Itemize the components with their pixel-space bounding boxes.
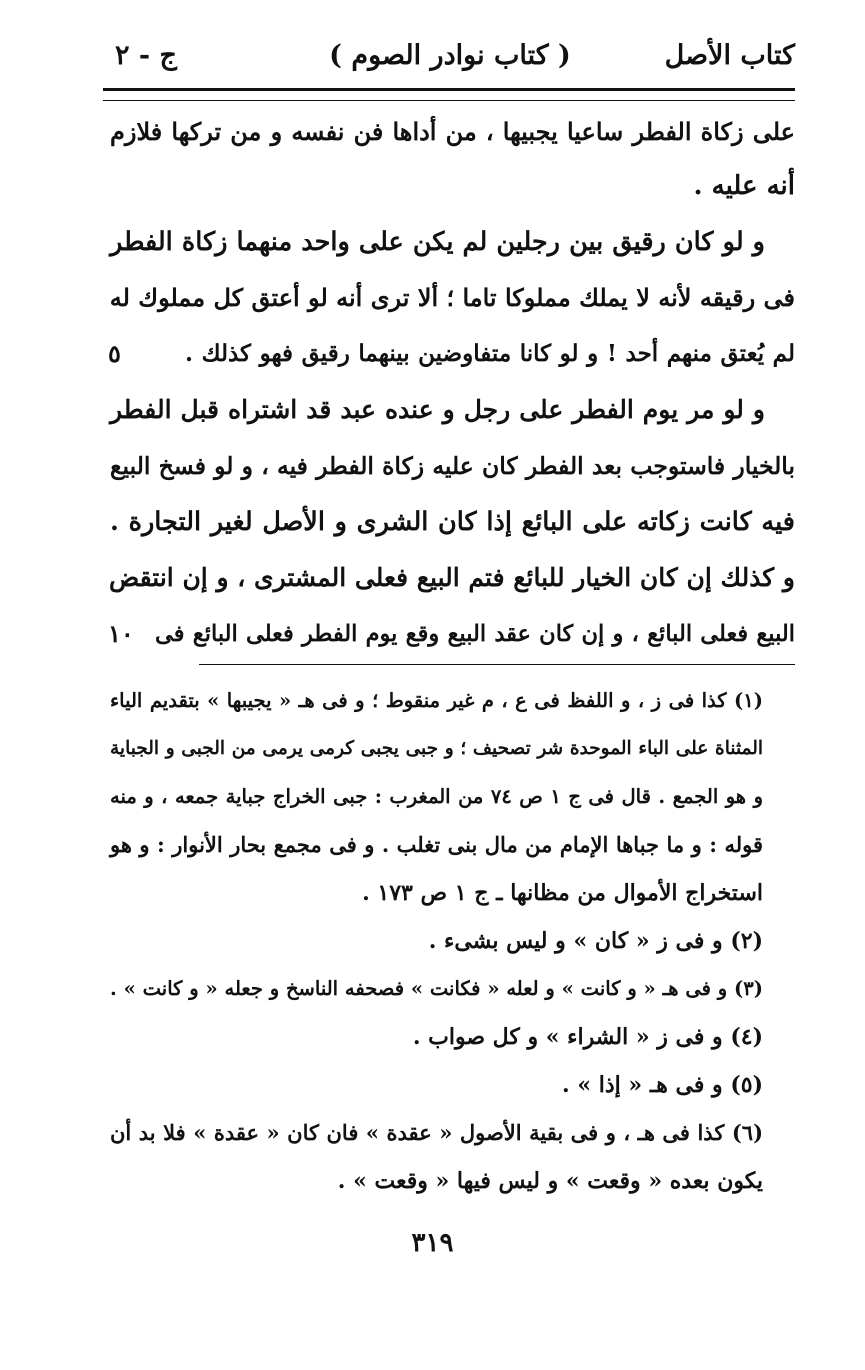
body-line: و لو مر يوم الفطر على رجل و عنده عبد قد اشتراه قبل الفطر	[110, 395, 765, 424]
footnote-line: (٥) و فى هـ « إذا » .	[562, 1072, 763, 1098]
footnote-line: استخراج الأموال من مظانها ـ ج ١ ص ١٧٣ .	[362, 880, 763, 906]
footnote-line: المثناة على الباء الموحدة شر تصحيف ؛ و جبى يجبى كرمى يرمى من الجبى و الجباية	[110, 738, 763, 759]
footnote-line: يكون بعده « وقعت » و ليس فيها « وقعت » .	[337, 1168, 763, 1194]
footnote-line: (٤) و فى ز « الشراء » و كل صواب .	[412, 1024, 763, 1050]
footnote-line: (٣) و فى هـ « و كانت » و لعله « فكانت » فصحفه الناسخ و جعله « و كانت » .	[110, 977, 763, 1000]
header-rule	[103, 88, 795, 101]
body-line: فى رقيقه لأنه لا يملك مملوكا تاما ؛ ألا ترى أنه لو أعتق كل مملوك له	[109, 283, 795, 312]
body-line: أنه عليه .	[693, 171, 795, 201]
footnote-line: و هو الجمع . قال فى ج ١ ص ٧٤ من المغرب : جبى الخراج جباية جمعه ، و منه	[110, 785, 763, 808]
footnote-rule	[199, 664, 795, 665]
footnote-line: (١) كذا فى ز ، و اللفظ فى ع ، م غير منقوط ؛ و فى هـ « يجيبها » بتقديم الياء	[110, 689, 763, 712]
chapter-title: ( كتاب نوادر الصوم )	[329, 40, 571, 71]
footnote-line: (٢) و فى ز « كان » و ليس بشىء .	[428, 928, 763, 954]
body-line: لم يُعتق منهم أحد ! و لو كانا متفاوضين بينهما رقيق فهو كذلك .	[185, 340, 795, 367]
book-title: كتاب الأصل	[664, 40, 795, 71]
body-line: فيه كانت زكاته على البائع إذا كان الشرى و الأصل لغير التجارة .	[110, 507, 795, 537]
body-line: و كذلك إن كان الخيار للبائع فتم البيع فعلى المشترى ، و إن انتقض	[109, 563, 795, 592]
footnote-line: (٦) كذا فى هـ ، و فى بقية الأصول « عقدة » فان كان « عقدة » فلا بد أن	[110, 1120, 763, 1145]
running-header	[105, 34, 795, 84]
body-line: و لو كان رقيق بين رجلين لم يكن على واحد منهما زكاة الفطر	[110, 227, 765, 257]
page-number: ٣١٩	[411, 1228, 454, 1258]
body-line: بالخيار فاستوجب بعد الفطر كان عليه زكاة الفطر فيه ، و لو فسخ البيع	[110, 452, 795, 480]
body-line: البيع فعلى البائع ، و إن كان عقد البيع وقع يوم الفطر فعلى البائع فى	[155, 621, 795, 647]
line-number-10: ١٠	[108, 619, 134, 648]
footnote-line: قوله : و ما جباها الإمام من مال بنى تغلب . و فى مجمع بحار الأنوار : و هو	[110, 832, 763, 857]
volume-label: ج - ٢	[115, 40, 177, 71]
body-line: على زكاة الفطر ساعيا يجبيها ، من أداها فن نفسه و من تركها فلازم	[110, 117, 795, 146]
line-number-5: ٥	[108, 339, 121, 368]
